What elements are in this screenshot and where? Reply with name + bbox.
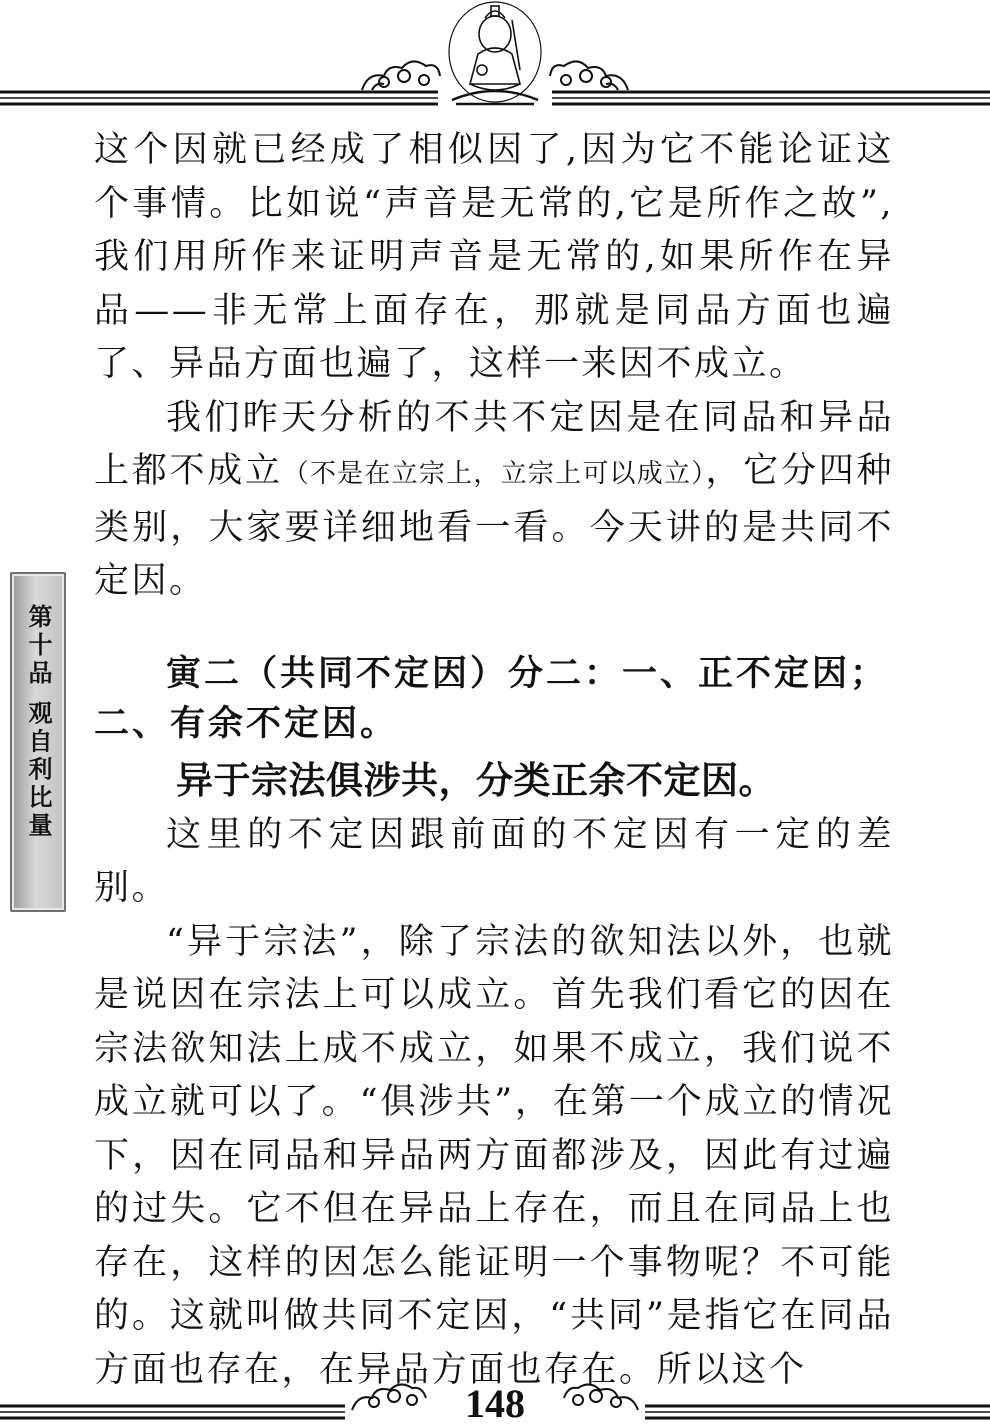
paragraph-1: 这个因就已经成了相似因了,因为它不能论证这个事情。比如说“声音是无常的,它是所作之故”,我们用所作来证明声音是无常的,如果所作在异品——非无常上面存在，那就是同品方面也遍了、异品方面也遍了，这样一来因不成立。: [94, 130, 894, 384]
page-content: [94, 124, 894, 1397]
paragraph-2: [94, 392, 894, 609]
chapter-side-tab-label: 第十品 观自利比量: [24, 604, 53, 841]
root-verse: 异于宗法俱涉共，分类正余不定因。: [176, 758, 776, 802]
page-number: 148: [465, 1381, 525, 1426]
section-outline-heading: 寅二（共同不定因）分二：一、正不定因；二、有余不定因。: [94, 652, 889, 744]
paragraph-2-text: 我们昨天分析的不共不定因是在同品和异品上都不成立: [94, 397, 894, 491]
footer-cloud-left-icon: [352, 1384, 426, 1410]
cloud-scroll-left-icon: [362, 61, 440, 90]
paragraph-2-note: （不是在立宗上，立宗上可以成立）: [282, 459, 706, 489]
footer-cloud-right-icon: [564, 1384, 638, 1410]
cloud-scroll-right-icon: [550, 61, 628, 90]
paragraph-2-text-cont: ，它分四种类别，大家要详细地看一看。今天讲的是共同不定因。: [94, 451, 894, 601]
paragraph-3: 这里的不定因跟前面的不定因有一定的差别。: [94, 814, 894, 908]
deity-figure-icon: [449, 2, 541, 104]
chapter-side-tab: [10, 572, 66, 912]
paragraph-4: “异于宗法”，除了宗法的欲知法以外，也就是说因在宗法上可以成立。首先我们看它的因在宗法欲知法上成不成立，如果不成立，我们说不成立就可以了。“俱涉共”，在第一个成立的情况下，因在同品和异品两方面都涉及，因此有过遍的过失。它不但在异品上存在，而且在同品上也存在，这样的因怎么能证明一个事物呢？不可能的。这就叫做共同不定因，“共同”是指它在同品方面也存在，在异品方面也存在。所以这个: [94, 921, 894, 1390]
header-ornament: [0, 0, 990, 112]
